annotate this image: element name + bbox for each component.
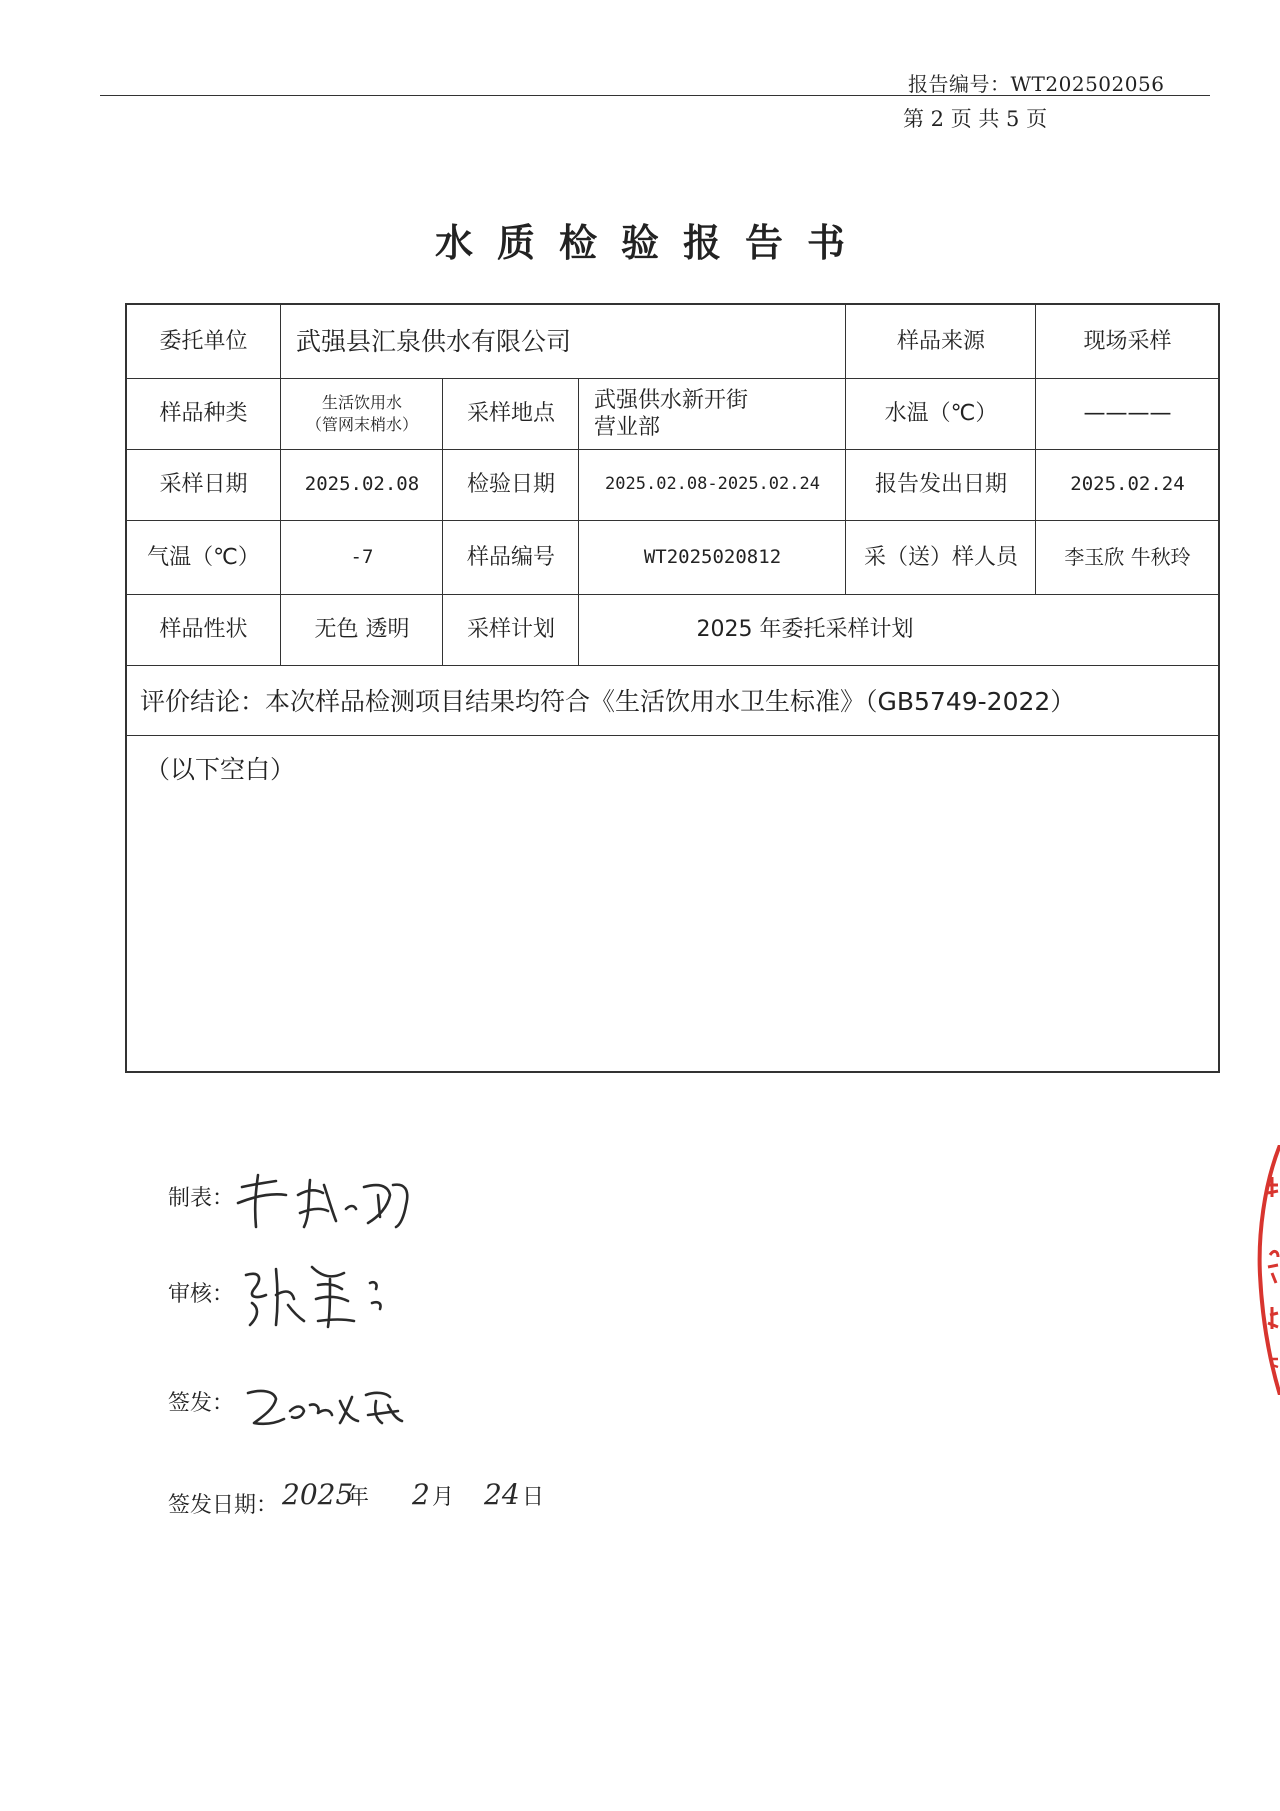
issue-date-sign-label: 签发日期： xyxy=(168,1493,279,1518)
sampling-plan-value: 2025 年委托采样计划 xyxy=(696,617,914,643)
issue-date-year-unit: 年 xyxy=(347,1485,370,1510)
row-divider xyxy=(125,665,1220,666)
sample-number-label: 样品编号 xyxy=(466,544,555,570)
sampler-value: 李玉欣 牛秋玲 xyxy=(1064,545,1191,569)
col-divider xyxy=(1035,303,1036,594)
row-divider xyxy=(125,735,1220,736)
issue-date-label: 报告发出日期 xyxy=(874,472,1007,498)
prepared-by-label: 制表： xyxy=(168,1186,235,1211)
sampler-label: 采（送）样人员 xyxy=(863,544,1018,570)
client-value: 武强县汇泉供水有限公司 xyxy=(296,326,572,356)
sample-type-line2: （管网末梢水） xyxy=(305,415,418,434)
sampling-location-label: 采样地点 xyxy=(466,401,555,427)
issue-date-month-unit: 月 xyxy=(432,1485,455,1510)
issue-date-value: 2025.02.24 xyxy=(1070,473,1185,496)
sample-number-value: WT2025020812 xyxy=(643,545,782,568)
col-divider xyxy=(845,303,846,594)
water-temp-label: 水温（℃） xyxy=(884,401,998,427)
air-temp-label: 气温（℃） xyxy=(147,544,260,570)
reviewed-by-signature xyxy=(232,1255,402,1335)
appearance-label: 样品性状 xyxy=(159,617,248,643)
issue-date-month-handwritten: 2 xyxy=(412,1478,430,1511)
col-divider xyxy=(442,378,443,665)
header-rule xyxy=(100,95,1210,96)
sample-type-label: 样品种类 xyxy=(159,401,248,427)
col-divider xyxy=(280,303,281,665)
col-divider xyxy=(578,378,579,665)
sample-type-line1: 生活饮用水 xyxy=(321,393,402,413)
sample-source-label: 样品来源 xyxy=(896,328,985,354)
document-title: 水质检验报告书 xyxy=(434,221,869,265)
official-seal-partial xyxy=(1250,1145,1280,1395)
issue-date-day-unit: 日 xyxy=(522,1485,545,1510)
sample-source-value: 现场采样 xyxy=(1083,328,1172,354)
sampling-location-line1: 武强供水新开街 xyxy=(594,387,749,413)
water-temp-value: ———— xyxy=(1083,401,1172,427)
report-number: 报告编号：WT202502056 xyxy=(908,72,1165,96)
test-date-label: 检验日期 xyxy=(466,472,555,498)
issue-date-year-handwritten: 2025 xyxy=(282,1478,354,1511)
sampling-plan-label: 采样计划 xyxy=(466,617,555,643)
reviewed-by-label: 审核： xyxy=(168,1282,235,1307)
issued-by-signature xyxy=(240,1375,410,1435)
blank-below-note: （以下空白） xyxy=(145,755,296,784)
issued-by-label: 签发： xyxy=(168,1391,235,1416)
client-label: 委托单位 xyxy=(159,328,248,354)
page-indicator: 第 2 页 共 5 页 xyxy=(903,107,1048,131)
appearance-value: 无色 透明 xyxy=(314,617,410,643)
issue-date-day-handwritten: 24 xyxy=(484,1478,520,1511)
prepared-by-signature xyxy=(228,1165,418,1240)
sample-type-value xyxy=(282,379,442,449)
sampling-location-value xyxy=(580,379,845,449)
evaluation-conclusion: 评价结论：本次样品检测项目结果均符合《生活饮用水卫生标准》（GB5749-2022） xyxy=(140,687,1076,716)
sampling-location-line2: 营业部 xyxy=(594,415,661,440)
sampling-date-label: 采样日期 xyxy=(159,472,248,498)
sampling-date-value: 2025.02.08 xyxy=(304,473,420,496)
air-temp-value: -7 xyxy=(350,545,374,568)
test-date-value: 2025.02.08-2025.02.24 xyxy=(605,474,820,495)
